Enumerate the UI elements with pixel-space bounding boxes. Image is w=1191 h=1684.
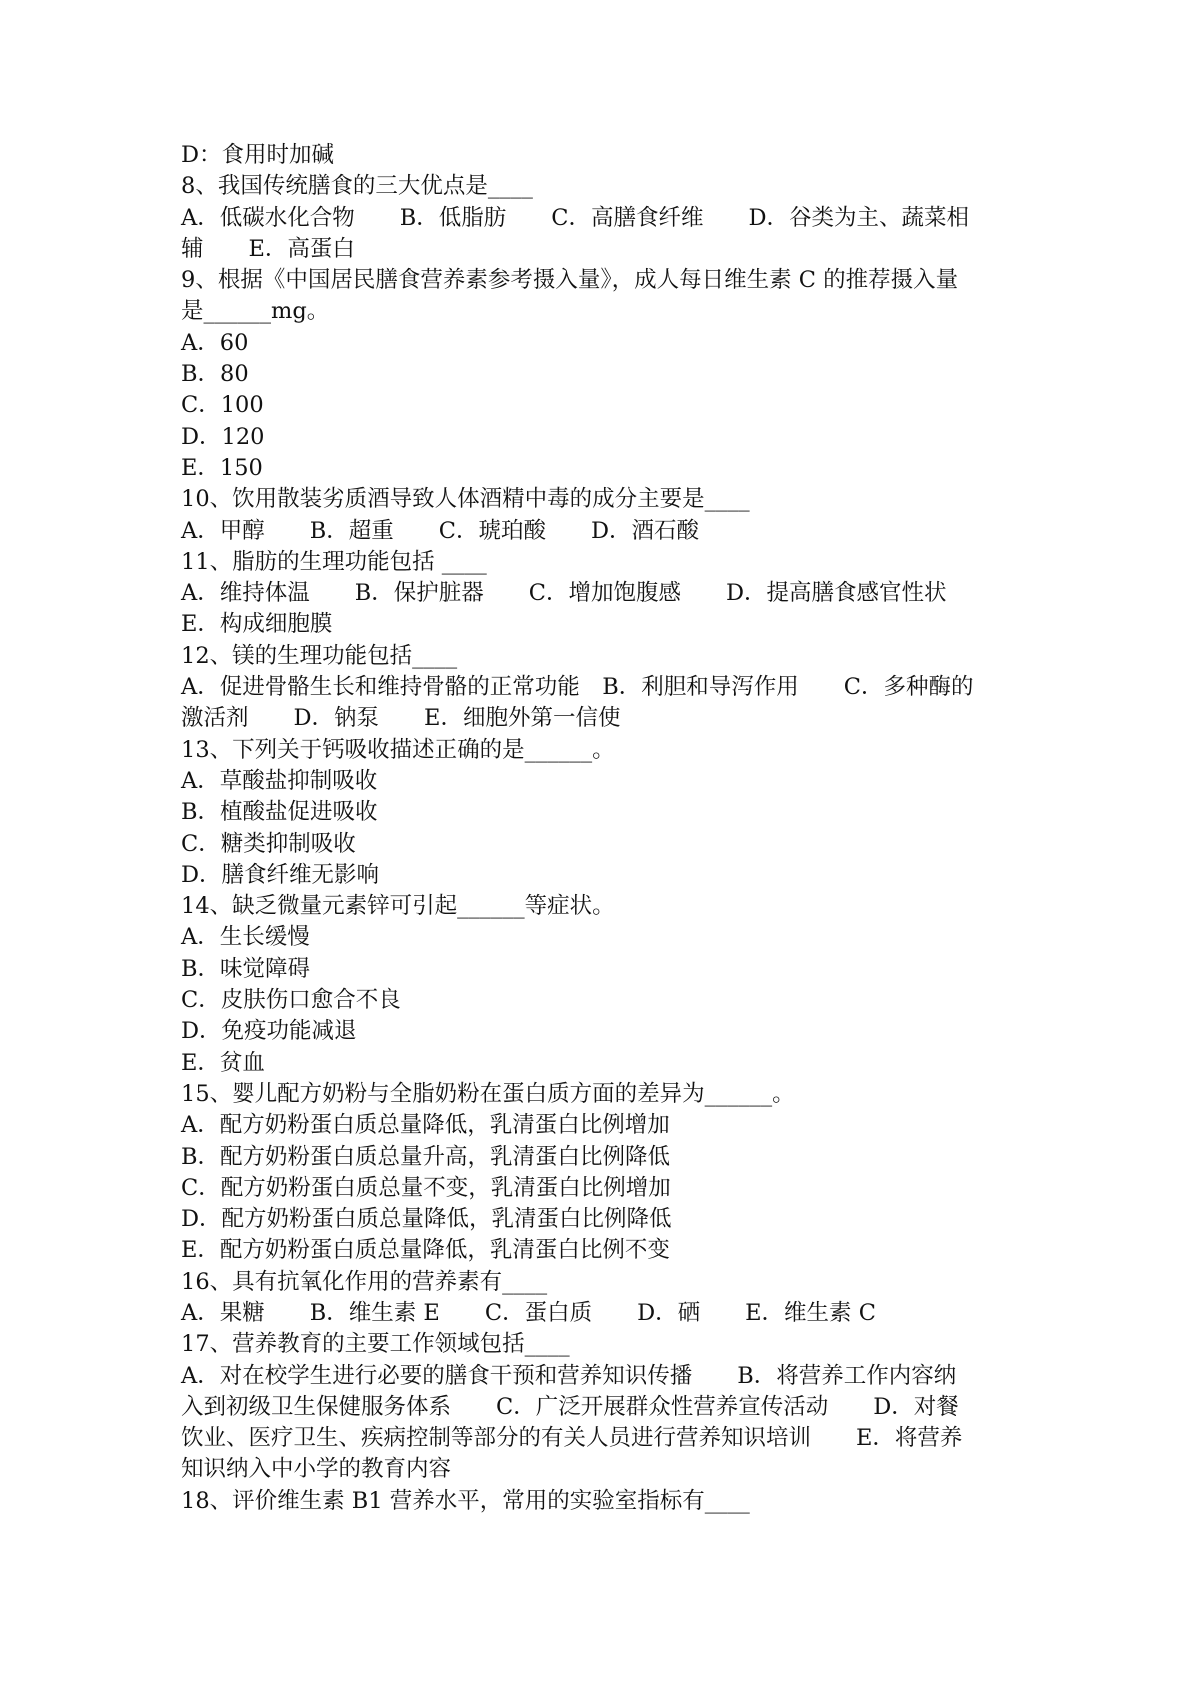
question-14: 14、缺乏微量元素锌可引起______等症状。 <box>181 893 615 920</box>
option-line: C．100 <box>181 392 264 419</box>
document-page <box>181 140 1021 1517</box>
option-line: C．皮肤伤口愈合不良 <box>181 987 401 1014</box>
options-line: A．低碳水化合物 B．低脂肪 C．高膳食纤维 D．谷类为主、蔬菜相 <box>181 204 970 231</box>
options-line: E．构成细胞膜 <box>181 611 333 638</box>
text-line: D：食用时加碱 <box>181 142 335 168</box>
question-11: 11、脂肪的生理功能包括 ____ <box>181 548 487 575</box>
option-line: B．配方奶粉蛋白质总量升高，乳清蛋白比例降低 <box>181 1143 671 1170</box>
option-line: D．配方奶粉蛋白质总量降低，乳清蛋白比例降低 <box>181 1206 672 1233</box>
option-line: E．150 <box>181 454 263 481</box>
options-line: A．维持体温 B．保护脏器 C．增加饱腹感 D．提高膳食感官性状 <box>181 580 947 607</box>
options-line: A．对在校学生进行必要的膳食干预和营养知识传播 B．将营养工作内容纳 <box>181 1362 957 1389</box>
option-line: C．糖类抑制吸收 <box>181 830 356 857</box>
option-line: D．免疫功能减退 <box>181 1018 357 1045</box>
option-line: C．配方奶粉蛋白质总量不变，乳清蛋白比例增加 <box>181 1174 671 1201</box>
question-9-cont: 是______mg。 <box>181 298 330 325</box>
option-line: B．味觉障碍 <box>181 955 311 982</box>
option-line: D．膳食纤维无影响 <box>181 861 380 888</box>
question-18: 18、评价维生素 B1 营养水平，常用的实验室指标有____ <box>181 1487 750 1514</box>
option-line: E．配方奶粉蛋白质总量降低，乳清蛋白比例不变 <box>181 1237 670 1264</box>
question-17: 17、营养教育的主要工作领域包括____ <box>181 1331 570 1358</box>
question-12: 12、镁的生理功能包括____ <box>181 642 458 669</box>
question-13: 13、下列关于钙吸收描述正确的是______。 <box>181 736 615 763</box>
options-line: 饮业、医疗卫生、疾病控制等部分的有关人员进行营养知识培训 E．将营养 <box>181 1425 963 1452</box>
question-10: 10、饮用散装劣质酒导致人体酒精中毒的成分主要是____ <box>181 486 750 513</box>
option-line: D．120 <box>181 423 265 450</box>
options-line: 激活剂 D．钠泵 E．细胞外第一信使 <box>181 705 621 732</box>
options-line: A．果糖 B．维生素 E C．蛋白质 D．硒 E．维生素 C <box>181 1299 876 1326</box>
options-line: 入到初级卫生保健服务体系 C．广泛开展群众性营养宣传活动 D．对餐 <box>181 1393 959 1420</box>
options-line: A．促进骨骼生长和维持骨骼的正常功能 B．利胆和导泻作用 C．多种酶的 <box>181 674 974 701</box>
option-line: B．植酸盐促进吸收 <box>181 799 378 826</box>
option-line: A．60 <box>181 329 249 356</box>
option-line: E．贫血 <box>181 1049 265 1076</box>
options-line: 知识纳入中小学的教育内容 <box>181 1456 452 1483</box>
option-line: A．草酸盐抑制吸收 <box>181 767 378 794</box>
option-line: B．80 <box>181 361 249 388</box>
question-16: 16、具有抗氧化作用的营养素有____ <box>181 1268 548 1295</box>
options-line: 辅 E．高蛋白 <box>181 235 355 262</box>
option-line: A．生长缓慢 <box>181 924 310 951</box>
question-8: 8、我国传统膳食的三大优点是____ <box>181 173 533 200</box>
options-line: A．甲醇 B．超重 C．琥珀酸 D．酒石酸 <box>181 517 700 544</box>
option-line: A．配方奶粉蛋白质总量降低，乳清蛋白比例增加 <box>181 1112 670 1139</box>
question-15: 15、婴儿配方奶粉与全脂奶粉在蛋白质方面的差异为______。 <box>181 1080 795 1107</box>
question-9: 9、根据《中国居民膳食营养素参考摄入量》，成人每日维生素 C 的推荐摄入量 <box>181 267 959 294</box>
